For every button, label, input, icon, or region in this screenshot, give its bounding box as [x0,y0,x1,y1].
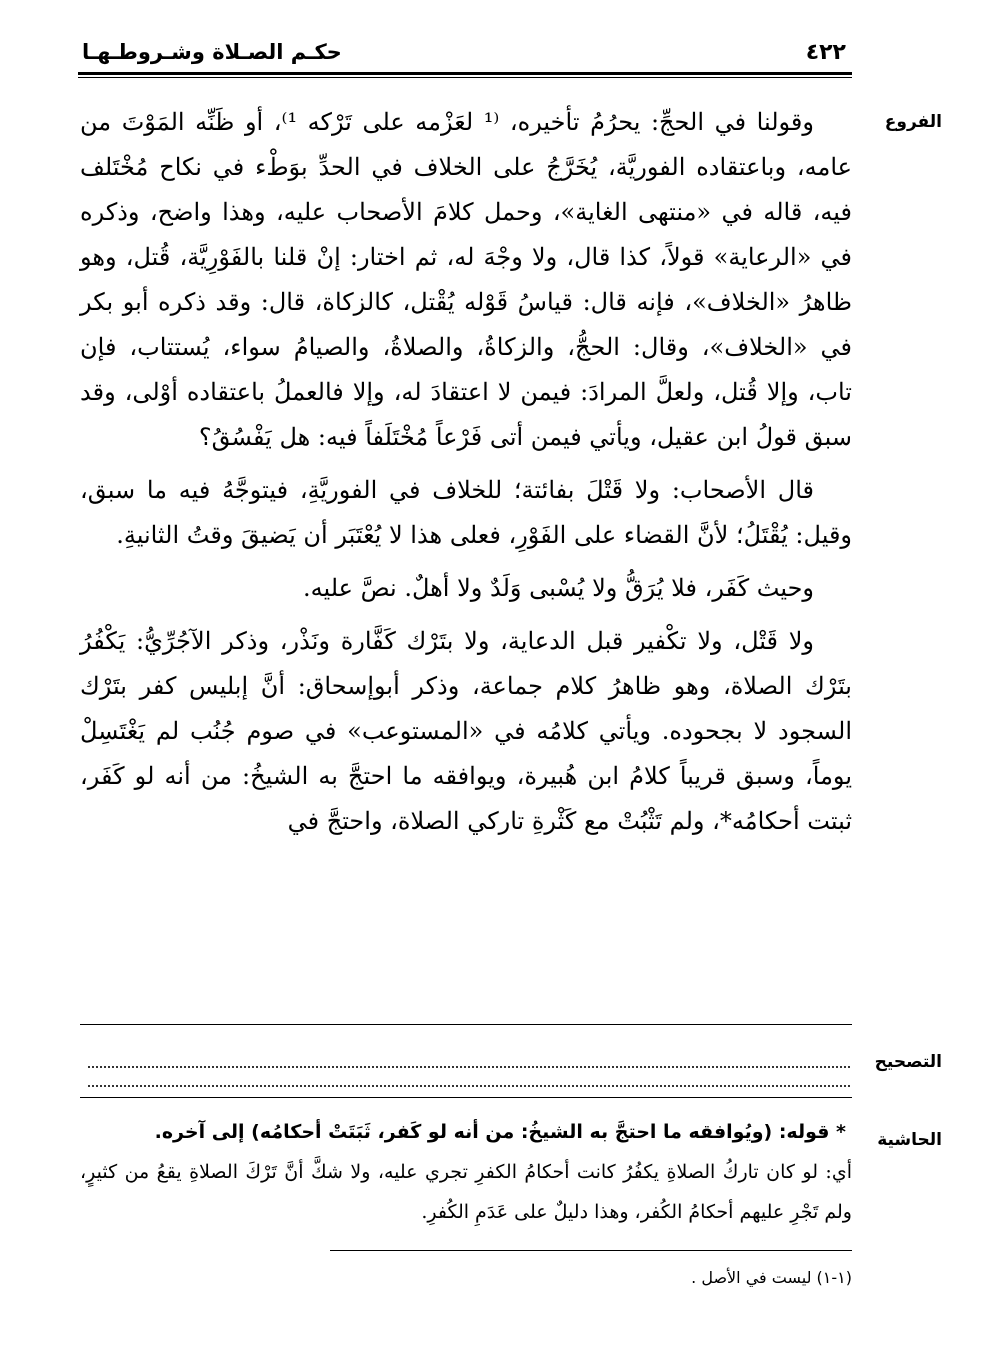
header-rule [78,72,852,75]
main-paragraph-1: وقولنا في الحجِّ: يحرُمُ تأخيره، ⁽¹ لعَزْمه على تَرْكه ¹⁾، أو ظَنِّه المَوْتَ من عامه، وباعتقاده الفوريَّة، يُخَرَّجُ على الخلاف في الحدِّ بوَطْء في نكاح مُخْتَلف فيه، قاله في «منتهى الغاية»، وحمل كلامَ الأصحاب عليه، وهذا واضح، وذكره في «الرعاية» قولاً، كذا قال، ولا وجْهَ له، ثم اختار: إنْ قلنا بالفَوْرِيَّة، قُتل، وهو ظاهرُ «الخلاف»، فإنه قال: قياسُ قَوْله يُقْتل، كالزكاة، قال: وقد ذكره أبو بكر في «الخلاف»، وقال: الحجُّ، والزكاةُ، والصلاةُ، والصيامُ سواء، يُستتاب، فإن تاب، وإلا قُتل، ولعلَّ المرادَ: فيمن لا اعتقادَ له، وإلا فالعملُ باعتقاده أوْلى، وقد سبق قولُ ابن عقيل، ويأتي فيمن أتى فَرْعاً مُخْتَلَفاً فيه: هل يَفْسُقُ؟ [80,108,853,451]
header-rule-thin [78,77,852,78]
running-title: حكـم الصـلاة وشـروطـهـا [82,40,342,64]
label-hashiya: الحاشية [877,1130,942,1150]
page-header [78,38,852,72]
main-paragraph-2: قال الأصحاب: ولا قَتْلَ بفائتة؛ للخلاف في الفوريَّةِ، فيتوجَّهُ فيه ما سبق، وقيل: يُقْتَلُ؛ لأنَّ القضاء على الفَوْرِ، فعلى هذا لا يُعْتَبَر أن يَضيقَ وقتُ الثانيةِ. [80,476,852,549]
tashih-dotted-line-2 [88,1085,850,1087]
hashiya-qawluh: * قوله: (ويُوافقه ما احتجَّ به الشيخُ: من أنه لو كَفر، ثَبَتَتْ أحكامُه) إلى آخره. [154,1121,846,1143]
hashiya-end-rule [330,1250,852,1251]
label-tashih: التصحيح [874,1052,942,1072]
main-paragraph-4: ولا قَتْل، ولا تكْفير قبل الدعاية، ولا بتَرْك كَفَّارة ونَذْر، وذكر الآجُرِّيُّ: يَكْفُرُ بتَرْك الصلاة، وهو ظاهرُ كلام جماعة، وذكر أبوإسحاق: أنَّ إبليس كفر بتَرْك السجود لا بجحوده. ويأتي كلامُه في «المستوعب» في صوم جُنُب لم يَغْتَسِلْ يوماً، وسبق قريباً كلامُ ابن هُبيرة، ويوافقه ما احتجَّ به الشيخُ: من أنه لو كَفَر، ثبتت أحكامُه*، ولم تَثْبُتْ مع كَثْرةِ تاركي الصلاة، واحتجَّ في [80,627,852,835]
tashih-dotted-line [88,1066,850,1068]
label-furu: الفروع [884,112,942,132]
hashiya-body: أي: لو كان تاركُ الصلاةِ يكفُرُ كانت أحكامُ الكفرِ تجري عليه، ولا شكَّ أنَّ تَرْكَ الصلاةِ يقعُ من كثيرٍ، ولم تَجْرِ عليهم أحكامُ الكُفر، وهذا دليلٌ على عَدَمِ الكُفرِ. [80,1161,852,1223]
hashiya-text [80,1112,852,1232]
main-paragraph-3: وحيث كَفَر، فلا يُرَقُّ ولا يُسْبى وَلَدٌ ولا أهلٌ. نصَّ عليه. [302,574,814,602]
page-number: ٤٢٢ [805,40,846,65]
separator-rule [80,1097,852,1098]
main-text [80,100,852,844]
footnote: (١-١) ليست في الأصل . [691,1268,852,1287]
main-end-rule [80,1024,852,1025]
